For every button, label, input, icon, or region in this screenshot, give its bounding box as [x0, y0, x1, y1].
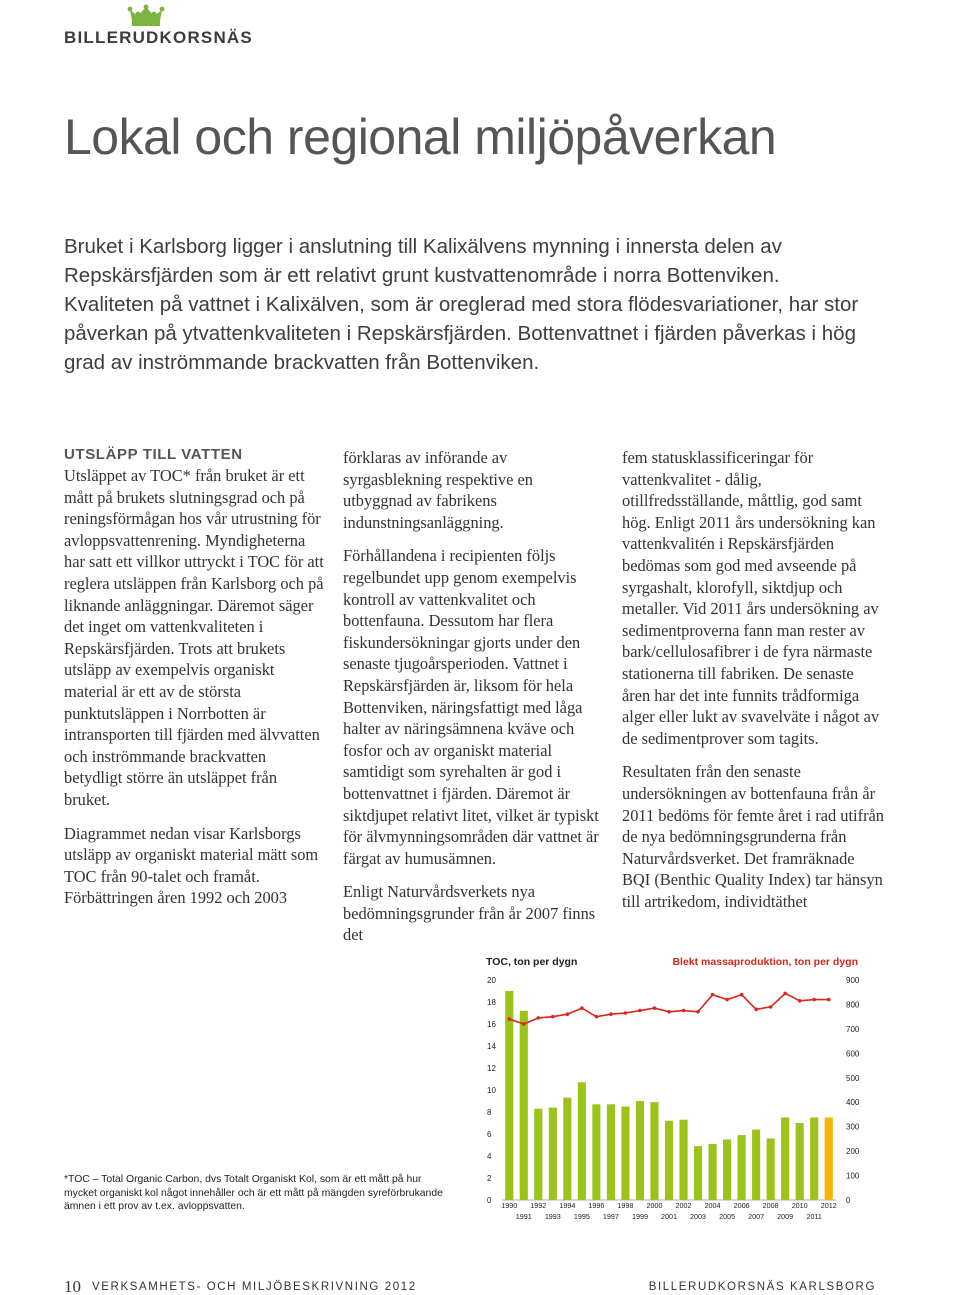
column-2-paragraph-2: Förhållandena i recipienten följs regelbundet upp genom exempelvis kontroll av vattenkvalitet och bottenfauna. Dessutom har flera fiskundersökningar gjorts under den senaste tjugoårsperioden. Vattnet i Repskärsfjärden är, liksom för hela Bottenviken, näringsfattigt med låga halter av näringsämnena kväve och fosfor och av organiskt material samtidigt som syrehalten är god i bottenvattnet i fjärden. Däremot är siktdjupet relativt litet, vilket är typiskt för älvmynningsområden där vattnet är färgat av humusämnen.: [343, 546, 599, 868]
left-axis-tick-label: 8: [487, 1108, 492, 1117]
toc-chart: [456, 950, 886, 1230]
toc-bar: [781, 1118, 789, 1201]
x-axis-tick-label: 2002: [675, 1201, 692, 1210]
production-point: [551, 1015, 555, 1019]
text-column-3: [622, 447, 884, 924]
toc-bar: [621, 1107, 629, 1201]
x-axis-tick-label: 1998: [617, 1201, 634, 1210]
footer-document-title: VERKSAMHETS- OCH MILJÖBESKRIVNING 2012: [92, 1281, 417, 1293]
column-3-paragraph-2: Resultaten från den senaste undersökningen av bottenfauna från år 2011 bedöms för femte året i rad utifrån de nya bedömningsgrunderna från Naturvårdsverket. Det framräknade BQI (Benthic Quality Index) tar hänsyn till artrikedom, individtäthet: [622, 762, 885, 911]
x-axis-tick-label: 1991: [515, 1212, 532, 1221]
toc-bar: [534, 1109, 542, 1200]
left-axis-tick-label: 6: [487, 1130, 492, 1139]
right-axis-tick-label: 0: [846, 1196, 851, 1205]
production-point: [798, 999, 802, 1003]
toc-bar: [607, 1104, 615, 1200]
production-line: [509, 993, 828, 1024]
toc-bar: [505, 991, 513, 1200]
production-point: [667, 1010, 671, 1014]
x-axis-tick-label: 2008: [762, 1201, 779, 1210]
right-axis-title: Blekt massaproduktion, ton per dygn: [672, 956, 858, 968]
column-1-paragraph-1: [64, 445, 326, 811]
page-number: 10: [64, 1277, 81, 1295]
x-axis-tick-label: 2001: [661, 1212, 677, 1221]
production-point: [595, 1015, 599, 1019]
x-axis-tick-label: 2004: [704, 1201, 721, 1210]
intro-paragraph: Bruket i Karlsborg ligger i anslutning till Kalixälvens mynning i innersta delen av Repskärsfjärden som är ett relativt grunt kustvattenområde i norra Bottenviken. Kvaliteten på vattnet i Kalixälven, som är oreglerad med stora flödesvariationer, har stor påverkan på ytvattenkvaliteten i Repskärsfjärden. Bottenvattnet i fjärden påverkas i hög grad av inströmmande brackvatten från Bottenviken.: [64, 235, 859, 374]
toc-bar: [708, 1144, 716, 1200]
x-axis-tick-label: 1993: [544, 1212, 561, 1221]
right-axis-tick-label: 800: [846, 1000, 860, 1010]
x-axis-tick-label: 1994: [559, 1201, 576, 1210]
production-point: [522, 1022, 526, 1026]
x-axis-tick-label: 1996: [588, 1201, 605, 1210]
x-axis-tick-label: 1997: [602, 1212, 619, 1221]
production-point: [624, 1011, 628, 1015]
x-axis-tick-label: 2005: [719, 1212, 736, 1221]
brand-logo: [64, 4, 253, 50]
x-axis-tick-label: 2006: [733, 1201, 750, 1210]
page-title: Lokal och regional miljöpåverkan: [64, 109, 777, 165]
toc-bar: [825, 1118, 833, 1201]
x-axis-tick-label: 2011: [806, 1212, 822, 1221]
column-2-paragraph-3: Enligt Naturvårdsverkets nya bedömningsgrunder från år 2007 finns det: [343, 882, 596, 945]
toc-bar: [738, 1135, 746, 1200]
toc-bar: [520, 1011, 528, 1200]
production-point: [754, 1008, 758, 1012]
production-point: [725, 998, 729, 1002]
right-axis-tick-label: 400: [846, 1098, 860, 1108]
text-column-2: [343, 447, 605, 958]
left-axis-tick-label: 16: [487, 1020, 496, 1029]
production-point: [580, 1006, 584, 1010]
x-axis-tick-label: 1999: [631, 1212, 648, 1221]
x-axis-tick-label: 2007: [748, 1212, 765, 1221]
toc-bar: [665, 1121, 673, 1200]
x-axis-tick-label: 2009: [777, 1212, 794, 1221]
toc-bar: [810, 1118, 818, 1201]
brand-name: BILLERUDKORSNÄS: [64, 28, 253, 47]
production-point: [507, 1017, 511, 1021]
toc-bar: [592, 1104, 600, 1200]
toc-bar: [636, 1101, 644, 1200]
left-axis-tick-label: 20: [487, 976, 496, 985]
x-axis-tick-label: 1995: [573, 1212, 590, 1221]
production-point: [653, 1006, 657, 1010]
production-point: [769, 1005, 773, 1009]
toc-bar: [679, 1120, 687, 1200]
left-axis-tick-label: 10: [487, 1086, 496, 1095]
production-point: [696, 1010, 700, 1014]
production-point: [566, 1012, 570, 1016]
production-point: [537, 1016, 541, 1020]
right-axis-tick-label: 200: [846, 1147, 860, 1157]
toc-footnote: *TOC – Total Organic Carbon, dvs Totalt Organiskt Kol, som är ett mått på hur mycket organiskt kol något innehåller och är ett mått på mängden syreförbrukande ämnen i ett prov av t.ex. avloppsvatten.: [64, 1174, 443, 1213]
left-axis-tick-label: 4: [487, 1152, 492, 1161]
toc-bar: [549, 1108, 557, 1200]
column-1-paragraph-1-text: Utsläppet av TOC* från bruket är ett mått på brukets slutningsgrad och på reningsförmågan hos vår utrustning för avloppsvattenrening. Myndigheterna har satt ett villkor uttryckt i TOC för att reglera utsläppen från Karlsborg och på liknande anläggningar. Däremot säger det inget om vattenkvaliteten i Repskärsfjärden. Trots att brukets utsläpp av exempelvis organiskt material är ett av de största punktutsläppen i Norrbotten är intransporten till fjärden med älvvatten och inströmmande brackvatten betydligt större än utsläppet från bruket.: [64, 466, 324, 809]
right-axis-tick-label: 500: [846, 1073, 860, 1083]
x-axis-tick-label: 2012: [820, 1201, 837, 1210]
left-axis-tick-label: 2: [487, 1174, 492, 1183]
x-axis-tick-label: 1992: [530, 1201, 547, 1210]
column-3-paragraph-1: fem statusklassificeringar för vattenkvalitet - dålig, otillfredsställande, måttlig, god samt hög. Enligt 2011 års undersökning kan vattenkvalitén i Repskärsfjärden bedömas som god med avseende på syrgashalt, klorofyll, siktdjup och metaller. Vid 2011 års undersökning av sedimentproverna fann man rester av bark/cellulosafibrer i de fyra närmaste stationerna till fabriken. De senaste åren har det inte funnits trådformiga alger eller lukt av svavelväte i något av de sedimentprover som tagits.: [622, 448, 880, 748]
left-axis-tick-label: 18: [487, 998, 496, 1007]
x-axis-tick-label: 2000: [646, 1201, 663, 1210]
production-point: [711, 993, 715, 997]
toc-bar: [578, 1082, 586, 1200]
toc-bar: [723, 1140, 731, 1201]
right-axis-tick-label: 300: [846, 1122, 860, 1132]
toc-bar: [767, 1138, 775, 1200]
crown-icon: [126, 4, 166, 30]
left-axis-tick-label: 14: [487, 1042, 496, 1051]
production-point: [638, 1009, 642, 1013]
left-axis-tick-label: 0: [487, 1196, 492, 1205]
column-1-paragraph-2: Diagrammet nedan visar Karlsborgs utsläpp av organiskt material mätt som TOC från 90-talet och framåt. Förbättringen åren 1992 och 2003: [64, 823, 319, 908]
toc-bar: [752, 1130, 760, 1200]
toc-bar: [650, 1102, 658, 1200]
x-axis-tick-label: 1990: [501, 1201, 518, 1210]
right-axis-tick-label: 900: [846, 976, 860, 985]
toc-bar: [694, 1146, 702, 1200]
x-axis-tick-label: 2010: [791, 1201, 808, 1210]
right-axis-tick-label: 100: [846, 1171, 860, 1181]
production-point: [783, 992, 787, 996]
production-point: [682, 1009, 686, 1013]
production-point: [609, 1012, 613, 1016]
x-axis-tick-label: 2003: [690, 1212, 707, 1221]
column-2-paragraph-1: förklaras av införande av syrgasblekning respektive en utbyggnad av fabrikens indunstningsanläggning.: [343, 448, 533, 532]
footer-site-name: BILLERUDKORSNÄS KARLSBORG: [648, 1281, 876, 1293]
production-point: [812, 998, 816, 1002]
section-heading: UTSLÄPP TILL VATTEN: [64, 446, 243, 463]
toc-bar: [796, 1123, 804, 1200]
toc-bar: [563, 1098, 571, 1200]
left-axis-tick-label: 12: [487, 1064, 496, 1073]
right-axis-tick-label: 600: [846, 1049, 860, 1059]
right-axis-tick-label: 700: [846, 1024, 860, 1034]
text-column-1: [64, 444, 326, 921]
production-point: [827, 998, 831, 1002]
production-point: [740, 993, 744, 997]
left-axis-title: TOC, ton per dygn: [486, 956, 578, 968]
